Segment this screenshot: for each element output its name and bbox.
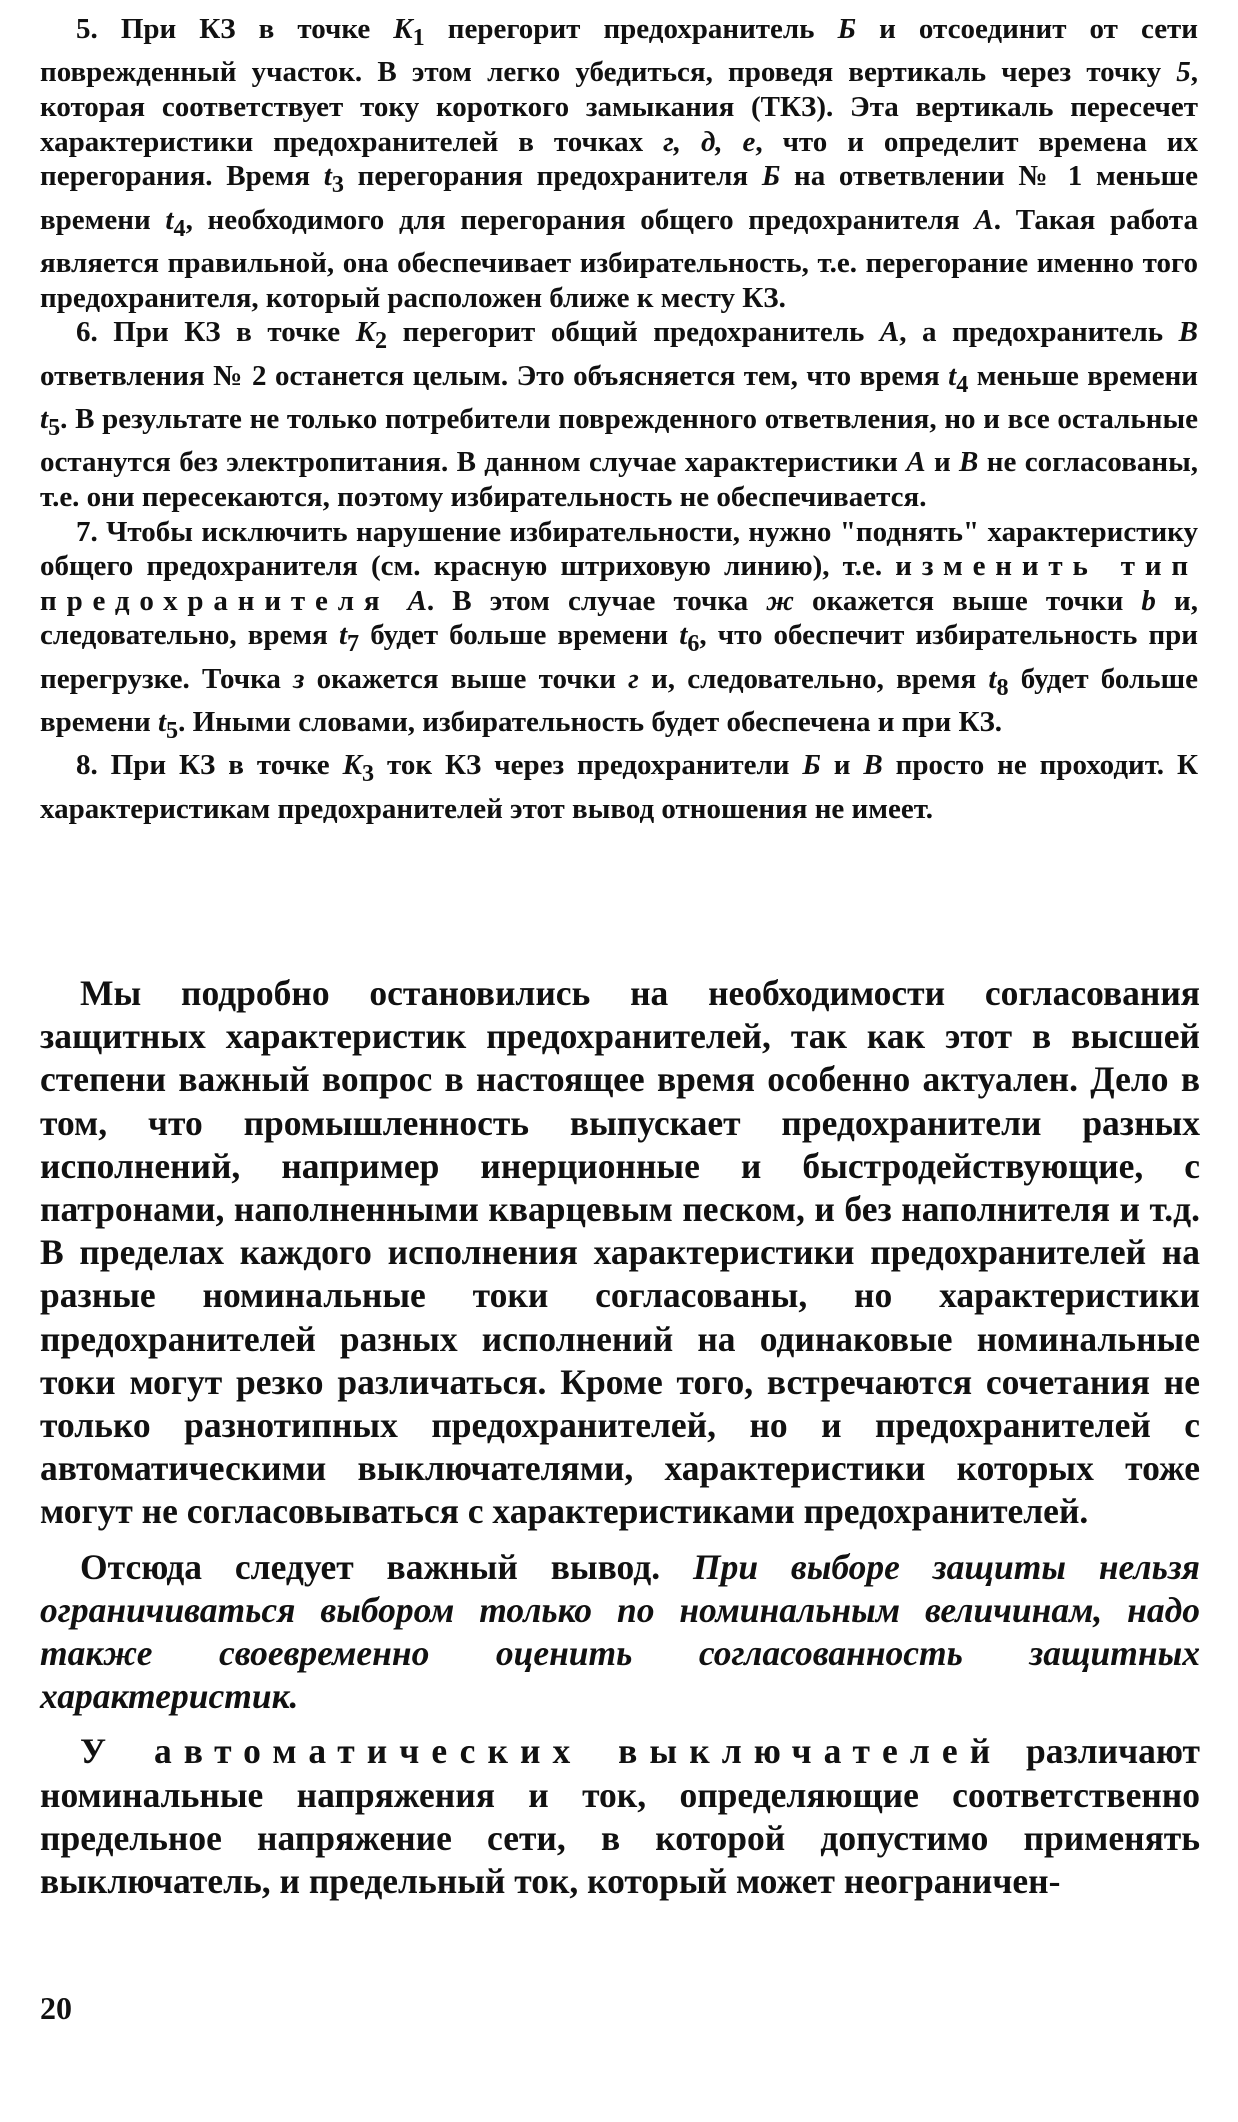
italic-text: При выборе защиты нельзя ограничиваться выбором только по номинальным величинам, надо также своевременно оценить согласованность защитных характеристик. xyxy=(40,1546,1200,1717)
text-run: и, следовательно, время xyxy=(40,584,1199,652)
subscript-index: 5 xyxy=(48,413,61,441)
item-8-paragraph xyxy=(40,748,1198,826)
italic-text: А xyxy=(407,584,427,617)
text-run: , что обеспечит избирательность при перегрузке. Точка xyxy=(40,619,1198,695)
text-run: Мы подробно остановились на необходимости согласования защитных характеристик предохранителей, так как этот в высшей степени важный вопрос в настоящее время особенно актуален. Дело в том, что промышленность выпускает предохранители разных исполнений, например инерционные и быстродействующие, с патронами, наполненными кварцевым песком, и без наполнителя и т.д. В пределах каждого исполнения характеристики предохранителей на разные номинальные токи согласованы, но характеристики предохранителей разных исполнений на одинаковые номинальные токи могут резко различаться. Кроме того, встречаются сочетания не только разнотипных предохранителей, но и предохранителей с автоматическими выключателями, характеристики которых тоже могут не согласовываться с характеристиками предохранителей. xyxy=(40,973,1200,1532)
text-run: ответвления № 2 останется целым. Это объясняется тем, что время xyxy=(40,359,949,392)
italic-text: t xyxy=(165,203,174,236)
italic-text: з xyxy=(293,662,305,695)
item-6-paragraph xyxy=(40,315,1198,514)
italic-text: t xyxy=(988,662,997,695)
text-run: Отсюда следует важный вывод. xyxy=(80,1546,693,1587)
subscript-index: 1 xyxy=(412,23,425,51)
subscript-index: 3 xyxy=(331,170,344,198)
text-run: меньше времени xyxy=(968,359,1198,392)
text-run: и, следовательно, время xyxy=(638,662,989,695)
text-run: . В результате не только потребители поврежденного ответвления, но и все остальные останутся без электропитания. В данном случае характеристики xyxy=(40,402,1198,479)
text-run: и xyxy=(820,749,864,782)
italic-text: А xyxy=(974,203,994,236)
coordination-paragraph xyxy=(40,972,1200,1534)
text-run: различают номинальные напряжения и ток, определяющие соответственно предельное напряжение сети, в которой допустимо применять выключатель, и предельный ток, который может неограничен- xyxy=(40,1731,1200,1902)
italic-text: ж xyxy=(766,584,794,617)
text-run: , необходимого для перегорания общего предохранителя xyxy=(185,203,975,236)
italic-text: K xyxy=(342,749,362,782)
italic-text: t xyxy=(157,706,167,739)
text-run: , а предохранитель xyxy=(899,316,1179,349)
italic-text: b xyxy=(1141,584,1156,617)
subscript-index: 6 xyxy=(687,630,700,658)
conclusion-paragraph xyxy=(40,1546,1200,1719)
numbered-items-block xyxy=(40,12,1198,826)
text-run xyxy=(389,585,407,617)
italic-text: Б xyxy=(802,749,821,782)
text-run: будет больше времени xyxy=(359,619,680,652)
spaced-emphasis-text: У автоматических выключателей xyxy=(80,1731,1003,1772)
text-run: и отсоединит от сети поврежденный участок. В этом легко убедиться, проведя вертикаль через точку xyxy=(40,13,1199,89)
text-run: перегорания предохранителя xyxy=(343,160,762,193)
subscript-index: 4 xyxy=(956,370,969,398)
text-run: не согласованы, т.е. они пересекаются, поэтому избирательность не обеспечивается. xyxy=(40,446,1198,513)
text-run: окажется выше точки xyxy=(304,662,629,695)
italic-text: t xyxy=(338,619,348,652)
italic-text: K xyxy=(393,13,413,45)
italic-text: K xyxy=(355,316,376,349)
text-run: будет больше времени xyxy=(40,662,1198,739)
spaced-emphasis-text: изменить тип предохранителя xyxy=(40,550,1199,617)
item-7-paragraph xyxy=(40,515,1198,749)
subscript-index: 4 xyxy=(173,214,186,242)
text-run: ток КЗ через предохранители xyxy=(374,749,803,782)
text-run: . В этом случае точка xyxy=(426,584,767,617)
italic-text: t xyxy=(948,359,957,392)
italic-text: А xyxy=(906,446,926,479)
text-run: просто не проходит. К характеристикам предохранителей этот вывод отношения не имеет. xyxy=(40,749,1198,825)
italic-text: В xyxy=(1178,316,1198,349)
breakers-paragraph xyxy=(40,1730,1200,1903)
subscript-index: 5 xyxy=(166,716,179,744)
italic-text: В xyxy=(863,749,883,782)
subscript-index: 7 xyxy=(347,630,360,658)
text-run: . Такая работа является правильной, она обеспечивает избирательность, т.е. перегорание именно того предохранителя, который расположен ближе к месту КЗ. xyxy=(40,203,1198,314)
page-number: 20 xyxy=(40,1990,72,2026)
subscript-index: 2 xyxy=(375,326,388,354)
italic-text: А xyxy=(879,316,900,349)
text-run: на ответвлении № 1 меньше времени xyxy=(40,160,1198,236)
italic-text: t xyxy=(323,160,332,193)
text-run: . Иными словами, избирательность будет обеспечена и при КЗ. xyxy=(178,706,1003,739)
italic-text: г xyxy=(628,662,639,695)
text-run: перегорит общий предохранитель xyxy=(387,316,880,349)
text-run: 8. При КЗ в точке xyxy=(76,749,343,782)
italic-text: Б xyxy=(837,13,857,45)
text-run: 6. При КЗ в точке xyxy=(76,316,356,349)
italic-text: В xyxy=(959,446,979,479)
subscript-index: 8 xyxy=(996,673,1009,701)
italic-text: 5 xyxy=(1176,56,1191,89)
item-5-paragraph xyxy=(40,12,1198,315)
italic-text: Б xyxy=(761,160,781,193)
text-run: , что и определит времена их перегорания. Время xyxy=(40,125,1199,193)
text-run: и xyxy=(925,446,960,479)
italic-text: г, д, е xyxy=(663,125,756,158)
text-run: окажется выше точки xyxy=(793,584,1142,617)
text-run: перегорит предохранитель xyxy=(424,13,838,45)
subscript-index: 3 xyxy=(361,760,375,788)
italic-text: t xyxy=(40,402,49,435)
main-text-block xyxy=(40,972,1200,1915)
text-run: 7. Чтобы исключить нарушение избирательности, нужно "поднять" характеристику общего предохранителя (см. красную штриховую линию), т.е. xyxy=(40,515,1198,583)
text-run: 5. При КЗ в точке xyxy=(76,13,394,45)
text-run: , которая соответствует току короткого замыкания (ТКЗ). Эта вертикаль пересечет характеристики предохранителей в точках xyxy=(40,56,1198,158)
italic-text: t xyxy=(679,619,688,652)
